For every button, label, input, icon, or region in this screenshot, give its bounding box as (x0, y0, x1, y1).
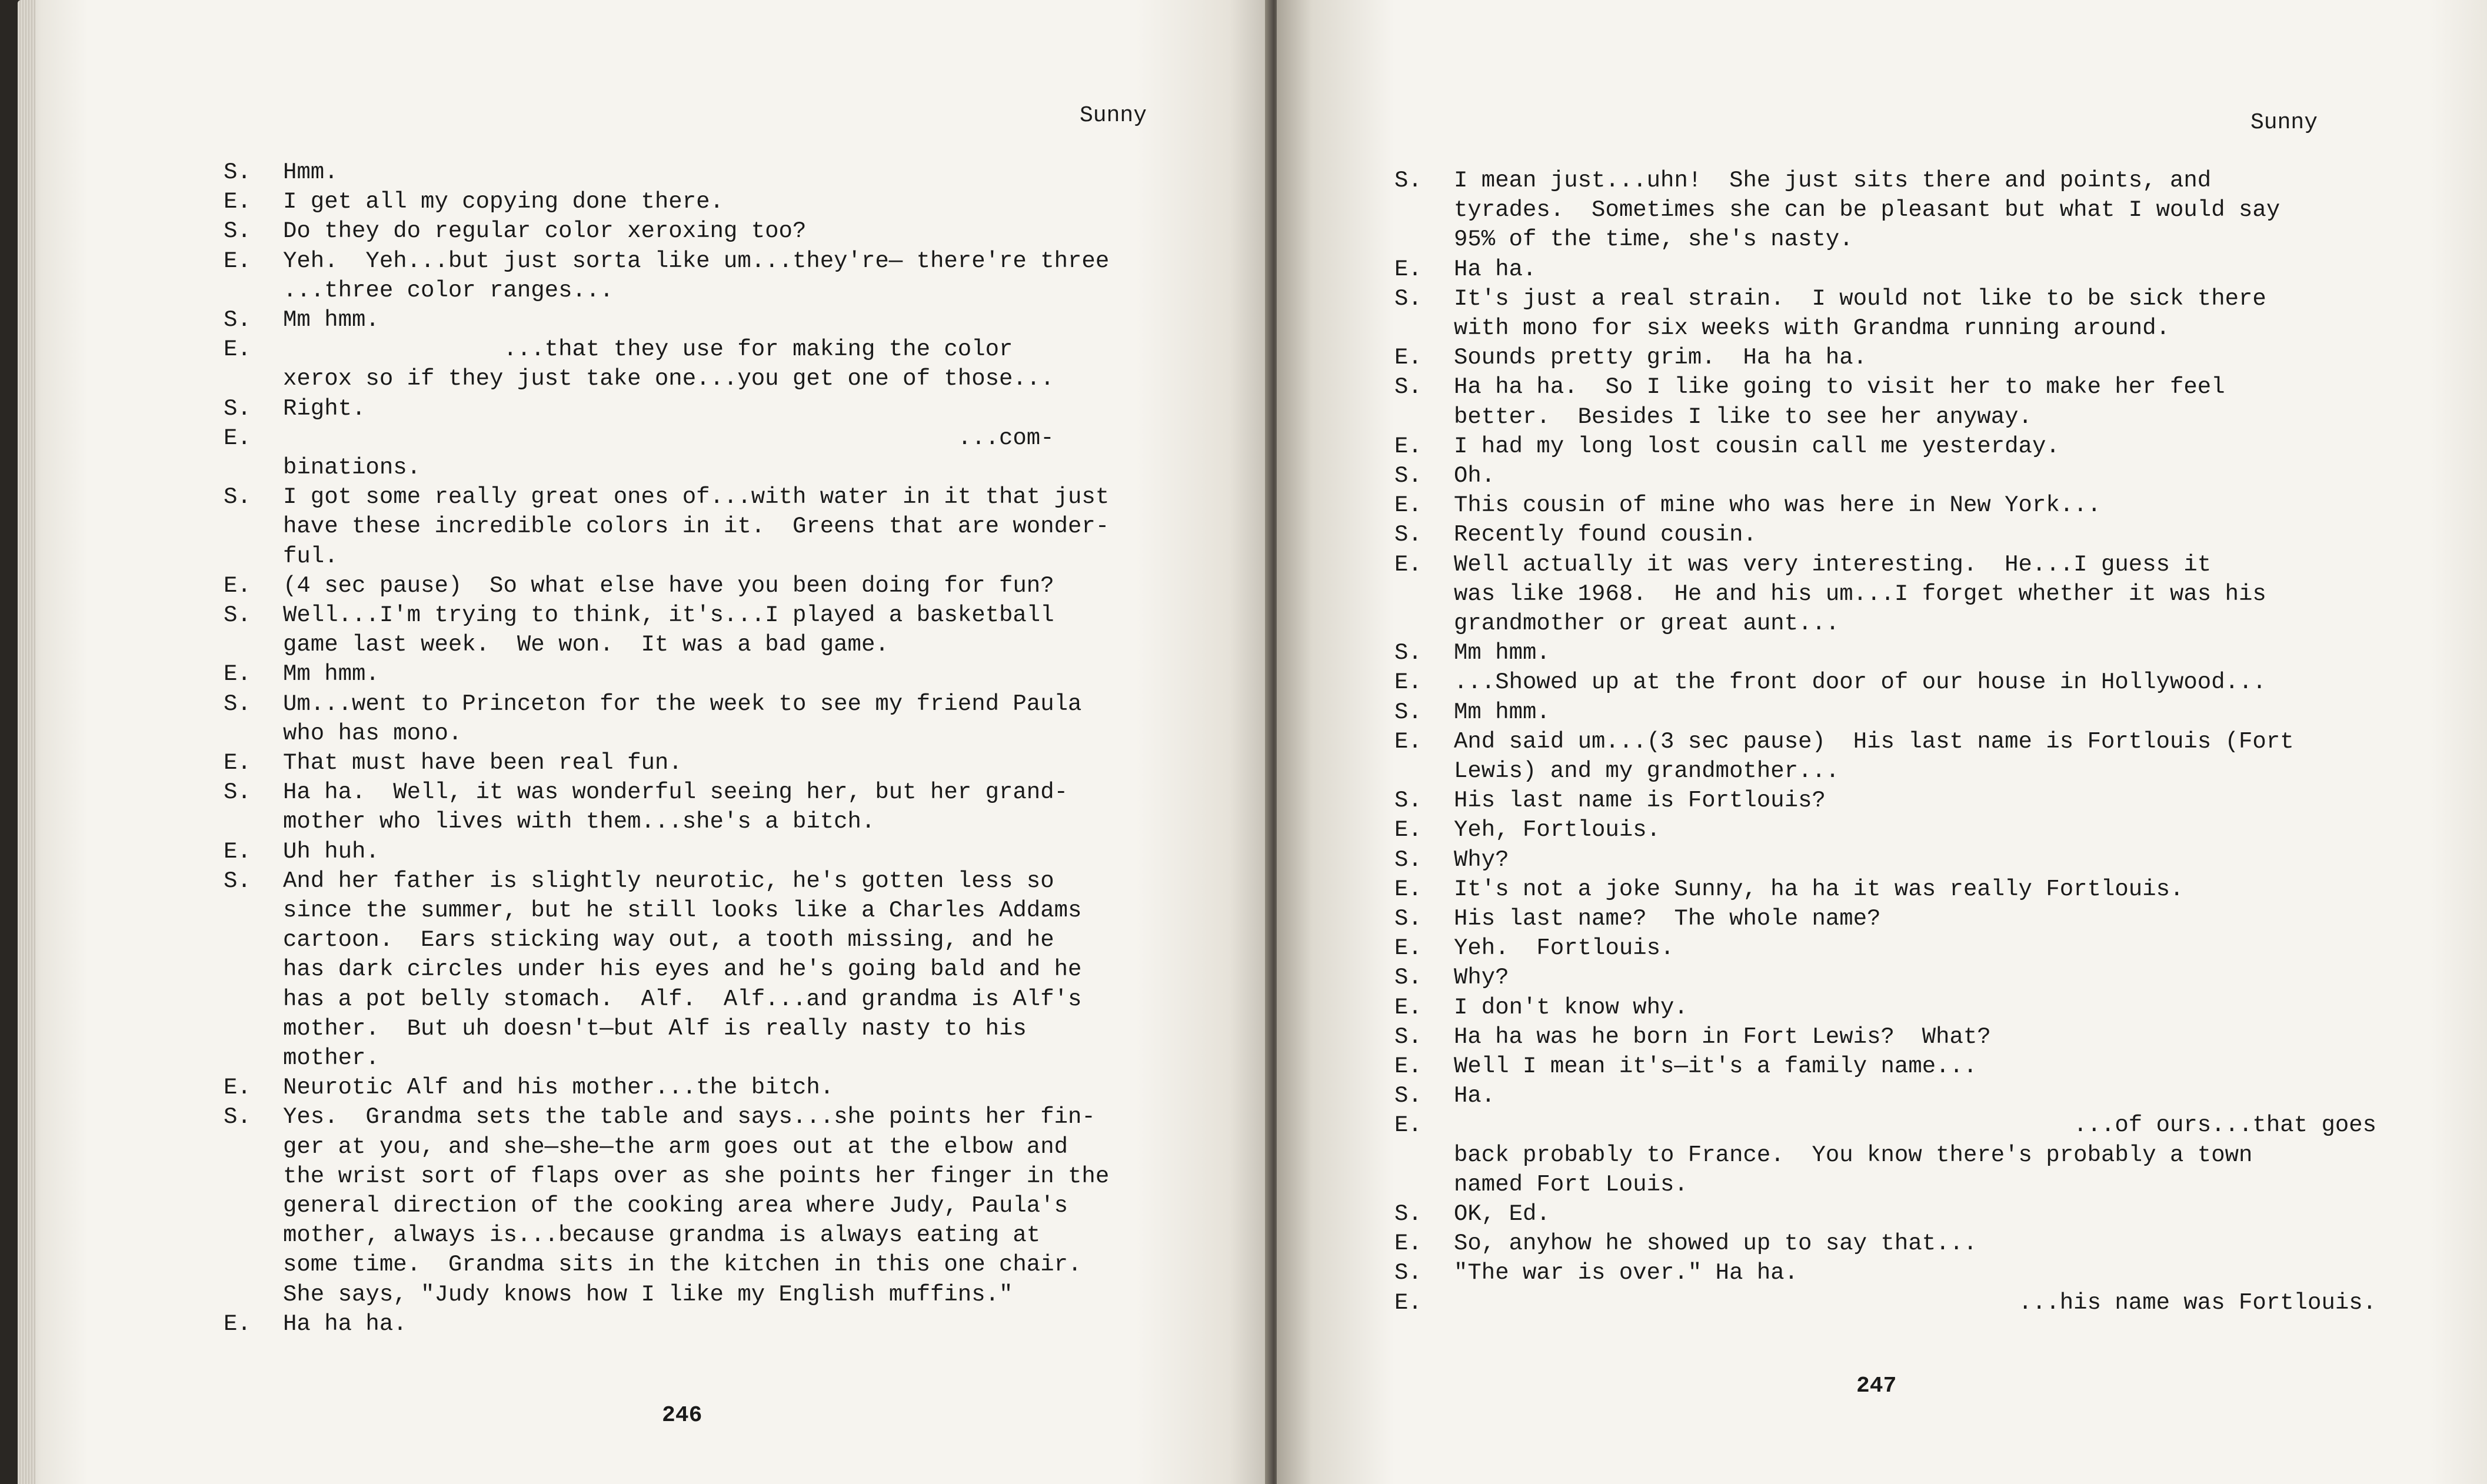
left-page (18, 0, 1283, 1484)
speaker-label: S. (1394, 1083, 1422, 1109)
utterance-text: some time. Grandma sits in the kitchen in this one chair. (283, 1252, 1082, 1278)
utterance-text: mother. But uh doesn't—but Alf is really nasty to his (283, 1015, 1027, 1042)
speaker-label: E. (224, 336, 251, 363)
utterance-text: ...three color ranges... (283, 277, 614, 304)
utterance-text: Sounds pretty grim. Ha ha ha. (1454, 345, 1867, 371)
speaker-label: S. (224, 868, 251, 894)
utterance-text: Right. (283, 395, 366, 422)
speaker-label: E. (224, 189, 251, 215)
utterance-text: better. Besides I like to see her anyway. (1454, 403, 2032, 430)
speaker-label: E. (224, 661, 251, 688)
speaker-label: S. (1394, 1260, 1422, 1286)
utterance-text: since the summer, but he still looks like a Charles Addams (283, 898, 1082, 923)
utterance-text: Ha ha ha. So I like going to visit her to make her feel (1454, 374, 2225, 401)
speaker-label: S. (224, 602, 251, 628)
utterance-text: It's just a real strain. I would not like to be sick there (1454, 285, 2266, 312)
utterance-text: I get all my copying done there. (283, 189, 724, 215)
speaker-label: S. (1394, 168, 1422, 194)
utterance-text: ...that they use for making the color (283, 336, 1013, 363)
utterance-text: mother who lives with them...she's a bitch. (283, 809, 875, 835)
utterance-text: was like 1968. He and his um...I forget whether it was his (1454, 581, 2266, 607)
utterance-text: Mm hmm. (283, 661, 379, 688)
speaker-label: E. (224, 425, 251, 451)
transcript-right (1394, 166, 2477, 1330)
utterance-text: binations. (283, 455, 421, 481)
utterance-text: Well actually it was very interesting. He...I guess it (1454, 551, 2212, 578)
utterance-text: with mono for six weeks with Grandma running around. (1454, 315, 2170, 341)
speaker-label: E. (1394, 876, 1422, 902)
speaker-label: E. (224, 750, 251, 776)
speaker-label: E. (1394, 1112, 1422, 1139)
utterance-text: Ha ha. (1454, 256, 1537, 282)
utterance-text: Mm hmm. (1454, 640, 1550, 666)
speaker-label: E. (224, 1310, 251, 1337)
speaker-label: S. (224, 484, 251, 511)
speaker-label: S. (1394, 463, 1422, 489)
speaker-label: E. (1394, 817, 1422, 843)
page-number-left: 246 (662, 1403, 703, 1428)
utterance-text: has a pot belly stomach. Alf. Alf...and grandma is Alf's (283, 986, 1082, 1012)
utterance-text: And said um...(3 sec pause) His last name is Fortlouis (Fort (1454, 728, 2294, 755)
utterance-text: Yes. Grandma sets the table and says...she points her fin- (283, 1104, 1096, 1130)
speaker-label: S. (224, 1104, 251, 1130)
utterance-text: So, anyhow he showed up to say that... (1454, 1230, 1977, 1257)
utterance-text: I had my long lost cousin call me yesterday. (1454, 433, 2060, 459)
utterance-text: ...com- (283, 425, 1054, 451)
utterance-text: Yeh, Fortlouis. (1454, 817, 1661, 843)
utterance-text: back probably to France. You know there's probably a town (1454, 1142, 2253, 1168)
utterance-text: Mm hmm. (283, 307, 379, 333)
utterance-text: have these incredible colors in it. Greens that are wonder- (283, 513, 1110, 540)
page-edge (18, 0, 35, 1484)
utterance-text: ger at you, and she—she—the arm goes out at the elbow and (283, 1133, 1068, 1160)
speaker-label: S. (1394, 965, 1422, 991)
speaker-label: E. (224, 572, 251, 599)
utterance-text: game last week. We won. It was a bad game. (283, 632, 889, 658)
speaker-label: E. (1394, 433, 1422, 459)
utterance-text: Ha. (1454, 1083, 1496, 1109)
utterance-text: ful. (283, 543, 338, 569)
speaker-label: E. (1394, 728, 1422, 755)
utterance-text: named Fort Louis. (1454, 1171, 1688, 1198)
utterance-text: Um...went to Princeton for the week to see my friend Paula (283, 691, 1082, 717)
utterance-text: Oh. (1454, 463, 1496, 489)
speaker-label: S. (224, 395, 251, 422)
speaker-label: S. (1394, 1023, 1422, 1050)
utterance-text: This cousin of mine who was here in New York... (1454, 492, 2101, 519)
utterance-text: Ha ha. Well, it was wonderful seeing her, but her grand- (283, 779, 1068, 806)
utterance-text: Recently found cousin. (1454, 522, 1757, 548)
utterance-text: who has mono. (283, 720, 462, 746)
speaker-label: E. (1394, 1230, 1422, 1257)
utterance-text: Hmm. (283, 159, 338, 185)
speaker-label: S. (1394, 788, 1422, 814)
utterance-text: His last name is Fortlouis? (1454, 788, 1826, 814)
utterance-text: mother, always is...because grandma is always eating at (283, 1222, 1041, 1249)
utterance-text: Mm hmm. (1454, 699, 1550, 725)
speaker-label: S. (224, 691, 251, 717)
utterance-text: ...Showed up at the front door of our house in Hollywood... (1454, 669, 2266, 696)
speaker-label: E. (1394, 994, 1422, 1021)
utterance-text: 95% of the time, she's nasty. (1454, 226, 1853, 253)
speaker-label: E. (1394, 256, 1422, 282)
utterance-text: Yeh. Yeh...but just sorta like um...they're— there're three (283, 248, 1110, 274)
utterance-text: ...of ours...that goes (1454, 1112, 2377, 1139)
utterance-text: I got some really great ones of...with water in it that just (283, 484, 1110, 511)
speaker-label: E. (1394, 935, 1422, 962)
utterance-text: (4 sec pause) So what else have you been doing for fun? (283, 572, 1054, 599)
utterance-text: She says, "Judy knows how I like my English muffins." (283, 1281, 1013, 1308)
utterance-text: Uh huh. (283, 838, 379, 865)
speaker-label: S. (1394, 522, 1422, 548)
utterance-text: Well I mean it's—it's a family name... (1454, 1053, 1977, 1079)
utterance-text: I mean just...uhn! She just sits there and points, and (1454, 168, 2212, 194)
speaker-label: E. (224, 838, 251, 865)
utterance-text: Well...I'm trying to think, it's...I played a basketball (283, 602, 1054, 628)
utterance-text: And her father is slightly neurotic, he's gotten less so (283, 868, 1054, 894)
transcript-left (224, 158, 1236, 1346)
speaker-label: E. (1394, 1053, 1422, 1079)
utterance-text: cartoon. Ears sticking way out, a tooth missing, and he (283, 927, 1054, 953)
speaker-label: S. (224, 159, 251, 185)
speaker-label: E. (1394, 551, 1422, 578)
utterance-text: Ha ha ha. (283, 1310, 407, 1337)
utterance-text: Why? (1454, 846, 1509, 873)
speaker-label: S. (224, 218, 251, 245)
speaker-label: E. (1394, 1289, 1422, 1316)
speaker-label: E. (1394, 669, 1422, 696)
utterance-text: general direction of the cooking area where Judy, Paula's (283, 1193, 1068, 1219)
utterance-text: "The war is over." Ha ha. (1454, 1260, 1799, 1286)
utterance-text: has dark circles under his eyes and he's going bald and he (283, 956, 1082, 983)
utterance-text: It's not a joke Sunny, ha ha it was really Fortlouis. (1454, 876, 2184, 902)
speaker-label: S. (224, 307, 251, 333)
speaker-label: E. (224, 248, 251, 274)
utterance-text: Lewis) and my grandmother... (1454, 758, 1840, 784)
utterance-text: OK, Ed. (1454, 1201, 1550, 1227)
utterance-text: His last name? The whole name? (1454, 906, 1881, 932)
speaker-label: S. (1394, 640, 1422, 666)
utterance-text: Yeh. Fortlouis. (1454, 935, 1674, 962)
speaker-label: S. (1394, 699, 1422, 725)
utterance-text: grandmother or great aunt... (1454, 611, 1840, 636)
utterance-text: I don't know why. (1454, 994, 1688, 1021)
speaker-label: S. (1394, 906, 1422, 932)
speaker-label: S. (1394, 846, 1422, 873)
speaker-label: E. (224, 1075, 251, 1101)
utterance-text: tyrades. Sometimes she can be pleasant but what I would say (1454, 197, 2280, 224)
utterance-text: the wrist sort of flaps over as she points her finger in the (283, 1163, 1110, 1189)
speaker-label: S. (224, 779, 251, 806)
speaker-label: S. (1394, 1201, 1422, 1227)
utterance-text: xerox so if they just take one...you get one of those... (283, 366, 1054, 392)
utterance-text: Why? (1454, 965, 1509, 991)
utterance-text: Neurotic Alf and his mother...the bitch. (283, 1075, 834, 1101)
utterance-text: That must have been real fun. (283, 750, 682, 776)
right-page (1277, 0, 2487, 1484)
utterance-text: Do they do regular color xeroxing too? (283, 218, 807, 245)
utterance-text: mother. (283, 1045, 379, 1071)
speaker-label: S. (1394, 285, 1422, 312)
speaker-label: S. (1394, 374, 1422, 401)
utterance-text: ...his name was Fortlouis. (1454, 1289, 2377, 1316)
running-head-right: Sunny (2250, 110, 2318, 135)
running-head-left: Sunny (1080, 103, 1147, 128)
speaker-label: E. (1394, 492, 1422, 519)
utterance-text: Ha ha was he born in Fort Lewis? What? (1454, 1023, 1991, 1050)
speaker-label: E. (1394, 345, 1422, 371)
page-number-right: 247 (1856, 1373, 1897, 1399)
